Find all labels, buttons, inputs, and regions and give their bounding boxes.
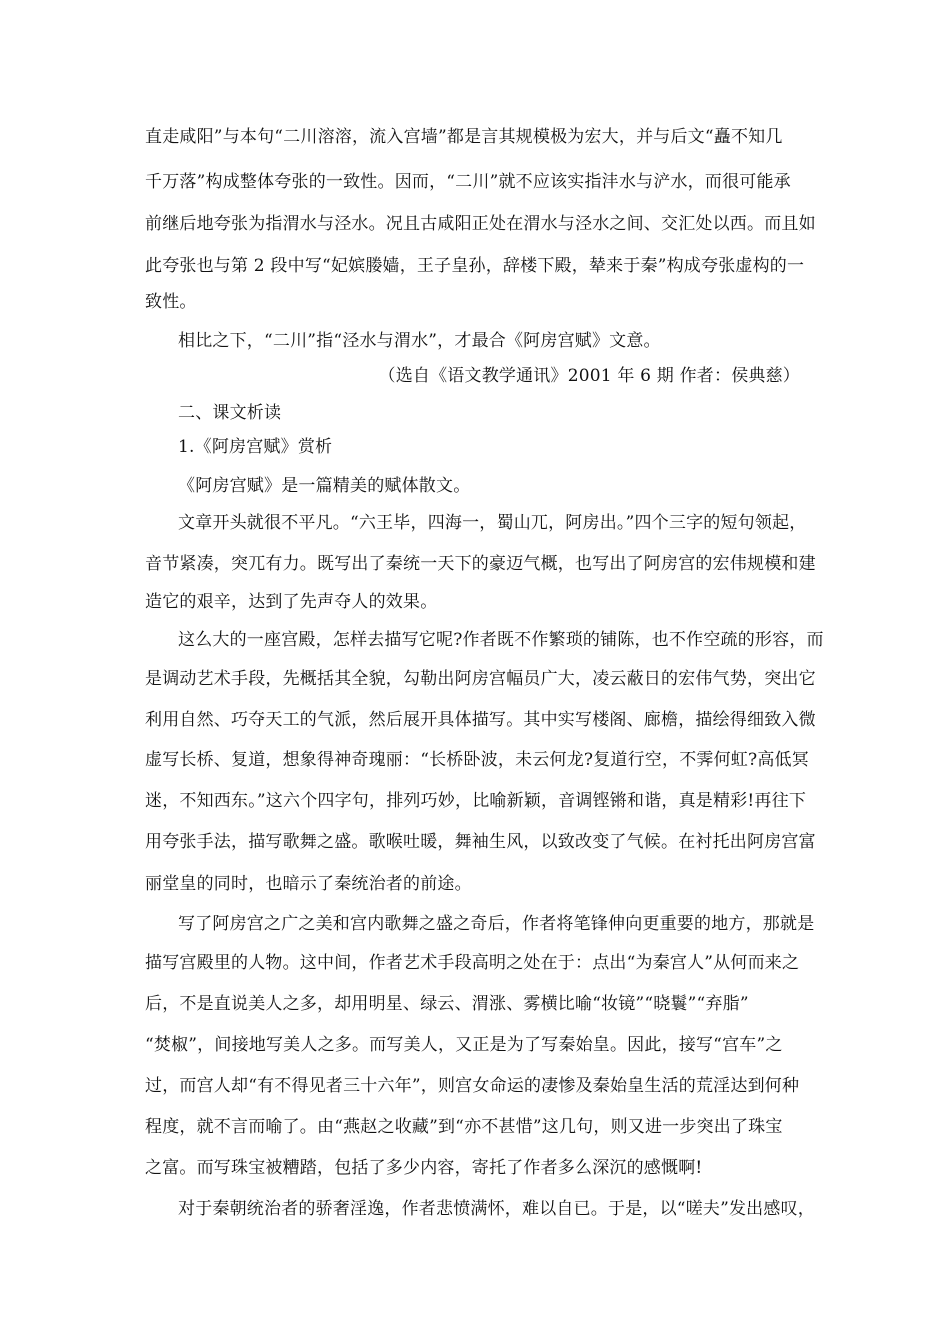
source-citation: （选自《语文教学通讯》2001 年 6 期 作者：侯典慈） xyxy=(378,366,800,386)
text-line: 此夸张也与第 2 段中写“妃嫔媵嫱，王子皇孙，辞楼下殿，辇来于秦”构成夸张虚构的一 xyxy=(145,256,805,276)
text-line: 相比之下，“二川”指“泾水与渭水”，才最合《阿房宫赋》文意。 xyxy=(178,331,661,351)
text-line: 文章开头就很不平凡。“六王毕，四海一，蜀山兀，阿房出。”四个三字的短句领起， xyxy=(178,513,807,533)
text-line: 直走咸阳”与本句“二川溶溶，流入宫墙”都是言其规模极为宏大，并与后文“矗不知几 xyxy=(145,127,783,147)
text-line: 利用自然、巧夺天工的气派，然后展开具体描写。其中实写楼阁、廊檐，描绘得细致入微 xyxy=(145,710,816,730)
section-heading: 二、课文析读 xyxy=(178,403,282,423)
text-line: 写了阿房宫之广之美和宫内歌舞之盛之奇后，作者将笔锋伸向更重要的地方，那就是 xyxy=(178,914,815,934)
text-line: 之富。而写珠宝被糟踏，包括了多少内容，寄托了作者多么深沉的感慨啊! xyxy=(145,1158,703,1178)
text-line: 用夸张手法，描写歌舞之盛。歌喉吐暖，舞袖生风，以致改变了气候。在衬托出阿房宫富 xyxy=(145,832,816,852)
text-line: 后，不是直说美人之多，却用明星、绿云、渭涨、雾横比喻“妆镜”“晓鬟”“弃脂” xyxy=(145,994,749,1014)
text-line: 迷，不知西东。”这六个四字句，排列巧妙，比喻新颖，音调铿锵和谐，真是精彩!再往下 xyxy=(145,791,807,811)
text-line: 《阿房宫赋》是一篇精美的赋体散文。 xyxy=(178,476,471,496)
text-line: “焚椒”，间接地写美人之多。而写美人，又正是为了写秦始皇。因此，接写“宫车”之 xyxy=(145,1035,783,1055)
text-line: 虚写长桥、复道，想象得神奇瑰丽：“长桥卧波，未云何龙?复道行空，不霁何虹?高低冥 xyxy=(145,750,809,770)
text-line: 丽堂皇的同时，也暗示了秦统治者的前途。 xyxy=(145,874,472,894)
text-line: 前继后地夸张为指渭水与泾水。况且古咸阳正处在渭水与泾水之间、交汇处以西。而且如 xyxy=(145,214,816,234)
text-line: 千万落”构成整体夸张的一致性。因而，“二川”就不应该实指沣水与浐水，而很可能承 xyxy=(145,172,791,192)
text-line: 对于秦朝统治者的骄奢淫逸，作者悲愤满怀，难以自已。于是，以“嗟夫”发出感叹， xyxy=(178,1199,815,1219)
text-line: 过，而宫人却“有不得见者三十六年”，则宫女命运的凄惨及秦始皇生活的荒淫达到何种 xyxy=(145,1076,800,1096)
text-line: 造它的艰辛，达到了先声夺人的效果。 xyxy=(145,592,438,612)
text-line: 音节紧凑，突兀有力。既写出了秦统一天下的豪迈气概，也写出了阿房宫的宏伟规模和建 xyxy=(145,554,816,574)
text-line: 是调动艺术手段，先概括其全貌，勾勒出阿房宫幅员广大，凌云蔽日的宏伟气势，突出它 xyxy=(145,669,816,689)
text-line: 程度，就不言而喻了。由“燕赵之收藏”到“亦不甚惜”这几句，则又进一步突出了珠宝 xyxy=(145,1117,783,1137)
text-line: 描写宫殿里的人物。这中间，作者艺术手段高明之处在于：点出“为秦宫人”从何而来之 xyxy=(145,953,800,973)
text-line: 致性。 xyxy=(145,292,197,312)
text-line: 这么大的一座宫殿，怎样去描写它呢?作者既不作繁琐的铺陈，也不作空疏的形容，而 xyxy=(178,630,824,650)
subsection-heading: 1.《阿房宫赋》赏析 xyxy=(178,437,333,457)
